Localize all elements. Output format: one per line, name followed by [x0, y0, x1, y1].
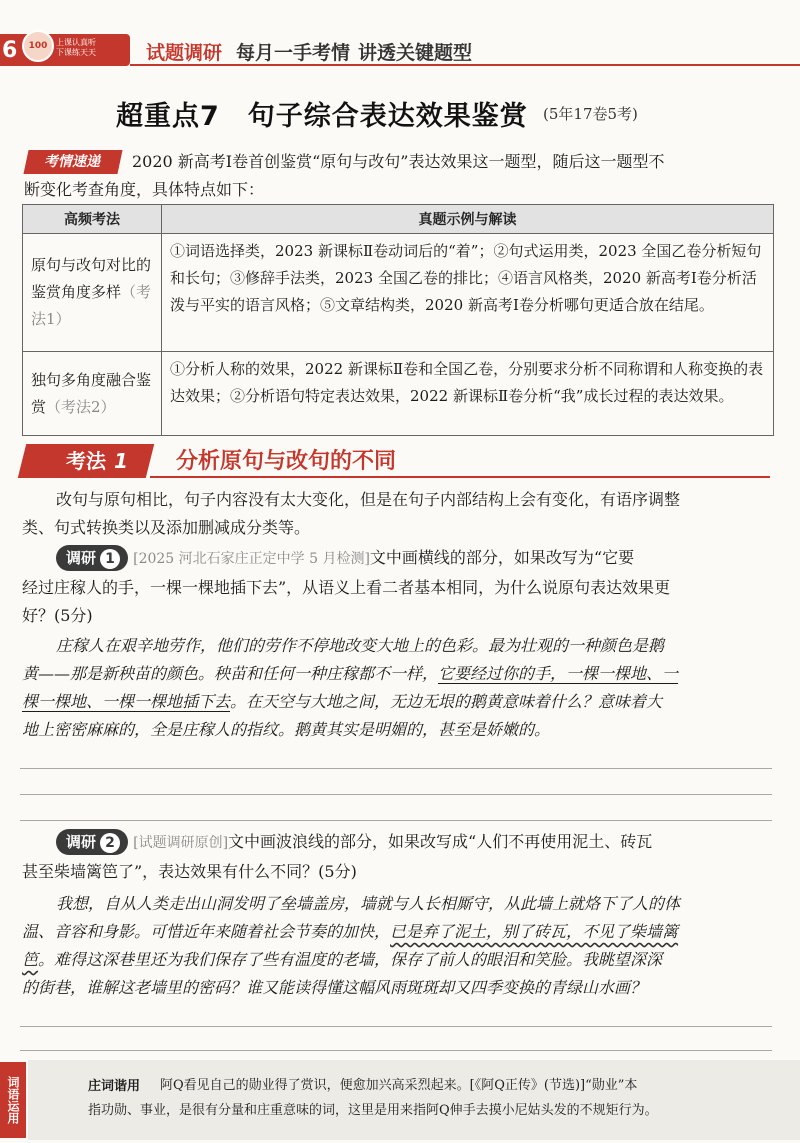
summary-line-1: 2020 新高考Ⅰ卷首创鉴赏“原句与改句”表达效果这一题型，随后这一题型不 [132, 152, 665, 171]
table-header-method: 高频考法 [23, 205, 162, 234]
method-tag: （考法1） [31, 283, 152, 328]
passage-2-text: 。难得这深巷里还为我们保存了些有温度的老墙，保存了前人的眼泪和笑脸。我眺望深深 [38, 950, 663, 969]
answer-line [20, 1050, 772, 1051]
table-header-detail: 真题示例与解读 [162, 205, 774, 234]
intro-line-2: 类、句式转换类以及添加删减成分类等。 [22, 518, 311, 537]
passage-2-line-3 [22, 946, 662, 974]
passage-2-wavy-end: 笆 [22, 950, 39, 969]
table-row [23, 352, 774, 436]
question-1-pill [56, 545, 128, 571]
passage-2-wavy: 已是弃了泥土，别了砖瓦，不见了柴墙篱 [390, 922, 679, 941]
intro-line-1: 改句与原句相比，句子内容没有太大变化，但是在句子内部结构上会有变化，有语序调整 [56, 490, 681, 509]
header-tagline-1: 每月一手考情 [236, 42, 351, 64]
section-rule [150, 476, 770, 478]
table-cell-method [23, 234, 162, 352]
section-number: 1 [114, 449, 128, 473]
passage-1-text: 黄——那是新秧苗的颜色。秧苗和任何一种庄稼都不一样， [22, 664, 439, 683]
exam-method-table [22, 204, 774, 436]
answer-line [20, 820, 772, 821]
question-2-stem: 文中画波浪线的部分，如果改写成“人们不再使用泥土、砖瓦 [228, 832, 653, 851]
table-header-row [23, 205, 774, 234]
question-2-source: [试题调研原创] [133, 835, 229, 851]
page-title: 超重点7 句子综合表达效果鉴赏 [116, 101, 528, 132]
passage-1-line-2 [22, 660, 678, 688]
question-2-pill [56, 829, 128, 855]
passage-1-underlined-end: 棵一棵地、一棵一棵地插下去 [22, 692, 231, 711]
table-row [23, 234, 774, 352]
question-1-number: 1 [100, 549, 120, 569]
question-2-line-1 [56, 828, 652, 857]
passage-1-line-1: 庄稼人在艰辛地劳作，他们的劳作不停地改变大地上的色彩。最为壮观的一种颜色是鹅 [56, 636, 665, 655]
answer-line [20, 1026, 772, 1027]
question-2-number: 2 [100, 833, 120, 853]
passage-1-text: 。在天空与大地之间，无边无垠的鹅黄意味着什么？意味着大 [230, 692, 663, 711]
footer-line-1: 阿Q看见自己的勋业得了赏识，便愈加兴高采烈起来。[《阿Q正传》(节选)]“勋业”本 [160, 1078, 638, 1093]
slogan-line-1: 上课认真听 [56, 38, 96, 47]
passage-2-line-2 [22, 918, 678, 946]
passage-1-line-4: 地上密密麻麻的，全是庄稼人的指纹。鹅黄其实是明媚的，甚至是娇嫩的。 [22, 720, 551, 739]
summary-tag-label: 考情速递 [43, 154, 103, 170]
question-2-pill-label: 调研 [66, 833, 97, 851]
header-slogan [56, 38, 96, 58]
footer-title: 庄词谐用 [88, 1079, 141, 1094]
page-number: 6 [2, 38, 18, 63]
footer-side-label: 词语运用 [0, 1062, 26, 1138]
question-1-line-1 [56, 544, 634, 573]
table-cell-detail: ①分析人称的效果，2022 新课标Ⅱ卷和全国乙卷，分别要求分析不同称谓和人称变换的表达效果；②分析语句特定表达效果，2022 新课标Ⅱ卷分析“我”成长过程的表达效果。 [162, 352, 774, 436]
table-cell-method [23, 352, 162, 436]
slogan-line-2: 下课练天天 [56, 48, 96, 57]
answer-line [20, 794, 772, 795]
method-tag: （考法2） [46, 397, 116, 416]
answer-line [20, 768, 772, 769]
question-1-pill-label: 调研 [66, 549, 97, 567]
section-title: 分析原句与改句的不同 [176, 449, 397, 474]
method-text: 独句多角度融合鉴赏 [31, 370, 152, 416]
passage-1-line-3 [22, 688, 662, 716]
passage-1-underlined: 它要经过你的手，一棵一棵地、一 [438, 664, 679, 683]
header-tagline-2: 讲透关键题型 [358, 42, 473, 64]
passage-2-line-1: 我想，自从人类走出山洞发明了垒墙盖房，墙就与人长相厮守，从此墙上就烙下了人的体 [56, 894, 681, 913]
brand-logo-icon: 100 [22, 30, 54, 62]
passage-2-text: 温、音容和身影。可惜近年来随着社会节奏的加快， [22, 922, 391, 941]
passage-2-line-4: 的街巷，谁解这老墙里的密码？谁又能读得懂这幅风雨斑斑却又四季变换的青绿山水画？ [22, 978, 647, 997]
title-stats: (5年17卷5考) [543, 105, 638, 123]
summary-tag [23, 150, 122, 174]
question-1-line-2: 经过庄稼人的手，一棵一棵地插下去”，从语义上看二者基本相同，为什么说原句表达效果更 [22, 578, 671, 597]
summary-line-2: 断变化考查角度，具体特点如下： [24, 180, 265, 199]
footer-line-2: 指功勋、事业，是很有分量和庄重意味的词，这里是用来指阿Q伸手去摸小尼姑头发的不规矩行为。 [88, 1103, 658, 1118]
section-label-text: 考法 [66, 449, 106, 473]
table-cell-detail: ①词语选择类，2023 新课标Ⅱ卷动词后的“着”；②句式运用类，2023 全国乙卷分析短句和长句；③修辞手法类，2023 全国乙卷的排比；④语言风格类，2020 新高考Ⅰ卷分析活泼与平实的语言风格；⑤文章结构类，2020 新高考Ⅰ卷分析哪句更适合放在结尾。 [162, 234, 774, 352]
question-1-source: [2025 河北石家庄正定中学 5 月检测] [133, 551, 370, 567]
method-text: 原句与改句对比的鉴赏角度多样 [31, 256, 152, 301]
section-label [66, 445, 128, 474]
question-1-line-3: 好？(5分) [22, 606, 93, 625]
question-2-line-2: 甚至柴墙篱笆了”，表达效果有什么不同？(5分) [22, 862, 357, 881]
header-section: 试题调研 [146, 42, 223, 64]
question-1-stem: 文中画横线的部分，如果改写为“它要 [369, 548, 635, 567]
